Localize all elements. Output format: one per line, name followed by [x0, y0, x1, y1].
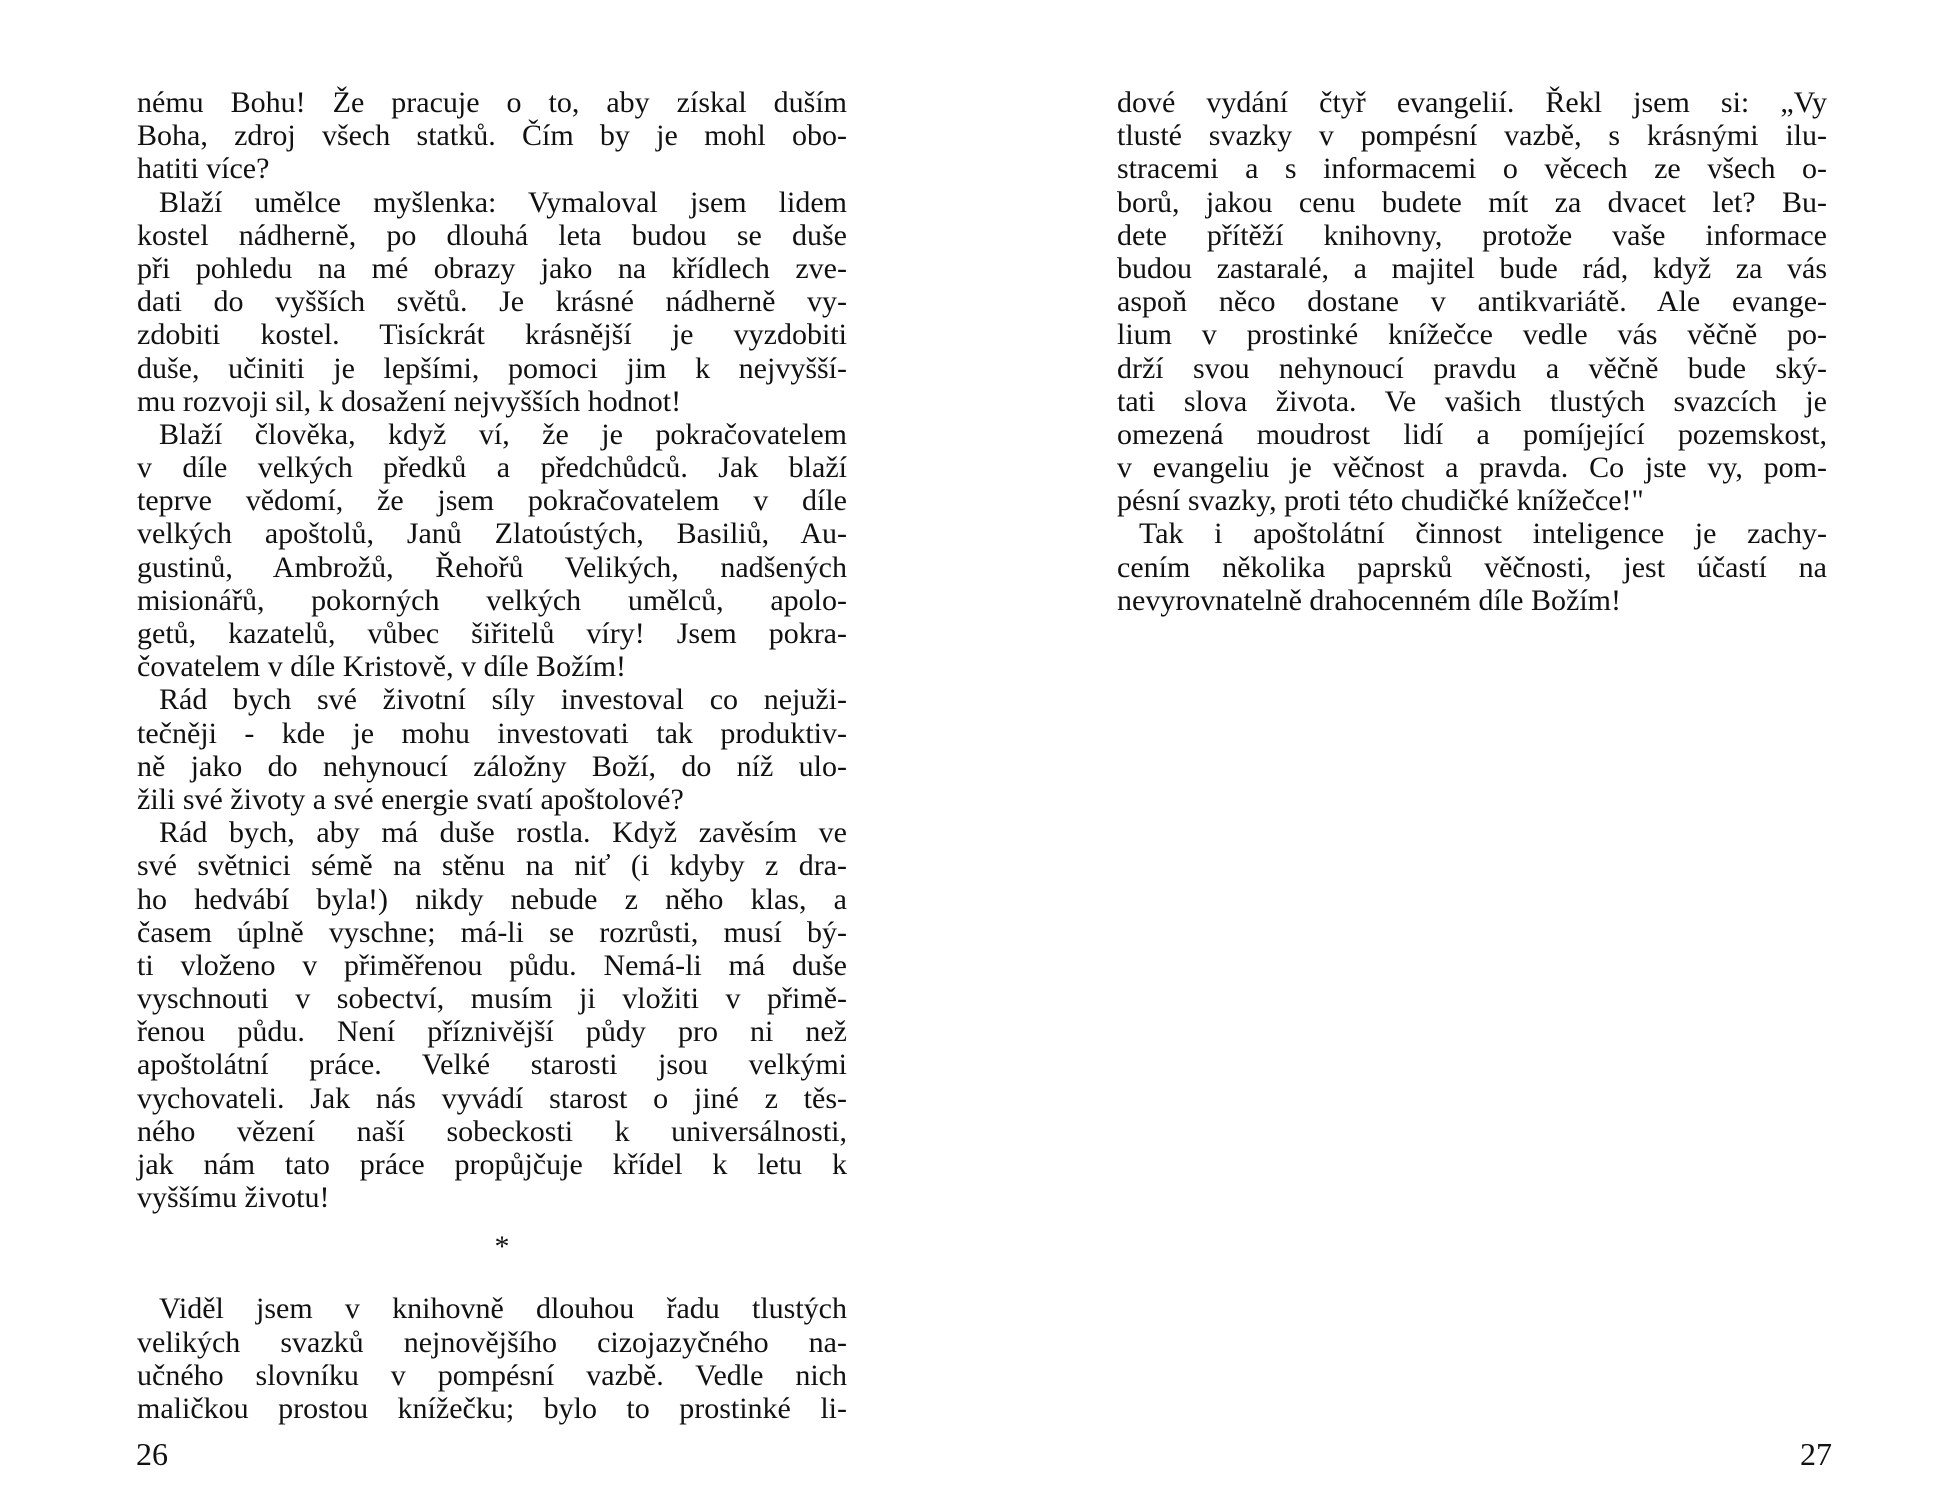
page-number-left: 26 — [136, 1436, 168, 1472]
text-line: čovatelem v díle Kristově, v díle Božím! — [137, 650, 627, 684]
text-line: misionářů, pokorných velkých umělců, apolo- — [137, 583, 847, 617]
text-line: své světnici sémě na stěnu na niť (i kdyby z dra- — [137, 849, 847, 883]
text-line: dové vydání čtyř evangelií. Řekl jsem si: „Vy — [1117, 86, 1827, 119]
text-line: aspoň něco dostane v antikvariátě. Ale evange- — [1117, 285, 1827, 319]
text-line: maličkou prostou knížečku; bylo to prostinké li- — [137, 1391, 847, 1425]
text-line: mu rozvoji sil, k dosažení nejvyšších hodnot! — [137, 384, 682, 418]
text-line: velikých svazků nejnovějšího cizojazyčného na- — [137, 1325, 847, 1359]
text-line: stracemi a s informacemi o věcech ze všech o- — [1117, 152, 1827, 186]
text-line: ně jako do nehynoucí záložny Boží, do níž ulo- — [137, 749, 847, 783]
text-line: cením několika paprsků věčnosti, jest účastí na — [1117, 550, 1827, 584]
text-line: getů, kazatelů, vůbec šiřitelů víry! Jsem pokra- — [137, 617, 847, 650]
text-line: borů, jakou cenu budete mít za dvacet let? Bu- — [1117, 185, 1827, 219]
text-line: teprve vědomí, že jsem pokračovatelem v díle — [137, 484, 847, 518]
text-line: drží svou nehynoucí pravdu a věčně bude ský- — [1117, 351, 1827, 385]
text-line: duše, učiniti je lepšími, pomoci jim k nejvyšší- — [137, 351, 847, 385]
text-line: ho hedvábí byla!) nikdy nebude z něho klas, a — [137, 882, 847, 916]
text-line: Rád bych své životní síly investoval co nejuži- — [159, 683, 847, 717]
text-line: Viděl jsem v knihovně dlouhou řadu tlustých — [159, 1292, 847, 1326]
text-line: tati slova života. Ve vašich tlustých svazcích je — [1117, 384, 1827, 418]
text-line: lium v prostinké knížečce vedle vás věčně po- — [1117, 318, 1827, 352]
text-line: vyschnouti v sobectví, musím ji vložiti v přimě- — [137, 982, 847, 1016]
text-line: vyššímu životu! — [137, 1181, 330, 1215]
text-line: vychovateli. Jak nás vyvádí starost o jiné z těs- — [137, 1081, 847, 1115]
text-line: při pohledu na mé obrazy jako na křídlech zve- — [137, 251, 847, 285]
text-line: ti vloženo v přiměřenou půdu. Nemá-li má duše — [137, 948, 847, 982]
right-page-text — [1117, 86, 1827, 617]
separator-spacer — [137, 1280, 847, 1292]
text-line: budou zastaralé, a majitel bude rád, když za vás — [1117, 251, 1827, 285]
text-line: časem úplně vyschne; má-li se rozrůsti, musí bý- — [137, 915, 847, 949]
text-line: apoštolátní práce. Velké starosti jsou velkými — [137, 1048, 847, 1082]
text-line: Boha, zdroj všech statků. Čím by je mohl obo- — [137, 119, 847, 153]
text-line: dete přítěží knihovny, protože vaše informace — [1117, 218, 1827, 252]
text-line: ného vězení naší sobeckosti k universálnosti, — [137, 1114, 847, 1148]
text-line: nému Bohu! Že pracuje o to, aby získal duším — [137, 86, 847, 119]
text-line: hatiti více? — [137, 152, 270, 186]
text-line: Rád bych, aby má duše rostla. Když zavěsím ve — [159, 816, 847, 850]
text-line: Tak i apoštolátní činnost inteligence je zachy- — [1139, 517, 1827, 551]
text-line: jak nám tato práce propůjčuje křídel k letu k — [137, 1148, 847, 1181]
text-line: žili své životy a své energie svatí apoštolové? — [137, 782, 684, 816]
text-line: gustinů, Ambrožů, Řehořů Velikých, nadšených — [137, 550, 847, 584]
text-line: kostel nádherně, po dlouhá leta budou se duše — [137, 218, 847, 252]
text-line: omezená moudrost lidí a pomíjející pozemskost, — [1117, 417, 1827, 451]
text-line: řenou půdu. Není příznivější půdy pro ni než — [137, 1015, 847, 1049]
text-line: zdobiti kostel. Tisíckrát krásnější je vyzdobiti — [137, 318, 847, 352]
page-number-right: 27 — [1800, 1436, 1832, 1472]
text-line: učného slovníku v pompésní vazbě. Vedle nich — [137, 1358, 847, 1392]
text-line: v evangeliu je věčnost a pravda. Co jste vy, pom- — [1117, 451, 1827, 485]
text-line: Blaží umělce myšlenka: Vymaloval jsem lidem — [159, 185, 847, 219]
text-line: pésní svazky, proti této chudičké knížečce!" — [1117, 484, 1644, 518]
text-line: Blaží člověka, když ví, že je pokračovatelem — [159, 417, 847, 451]
text-line: velkých apoštolů, Janů Zlatoústých, Basiliů, Au- — [137, 517, 847, 551]
right-page — [977, 0, 1954, 1500]
text-line: tečněji - kde je mohu investovati tak produktiv- — [137, 716, 847, 750]
text-line: dati do vyšších světů. Je krásné nádherně vy- — [137, 285, 847, 319]
text-line: tlusté svazky v pompésní vazbě, s krásnými ilu- — [1117, 119, 1827, 153]
text-line: v díle velkých předků a předchůdců. Jak blaží — [137, 451, 847, 485]
left-page-text — [137, 86, 847, 1425]
section-separator-asterisk: * — [494, 1230, 510, 1264]
text-line: nevyrovnatelně drahocenném díle Božím! — [1117, 583, 1621, 617]
